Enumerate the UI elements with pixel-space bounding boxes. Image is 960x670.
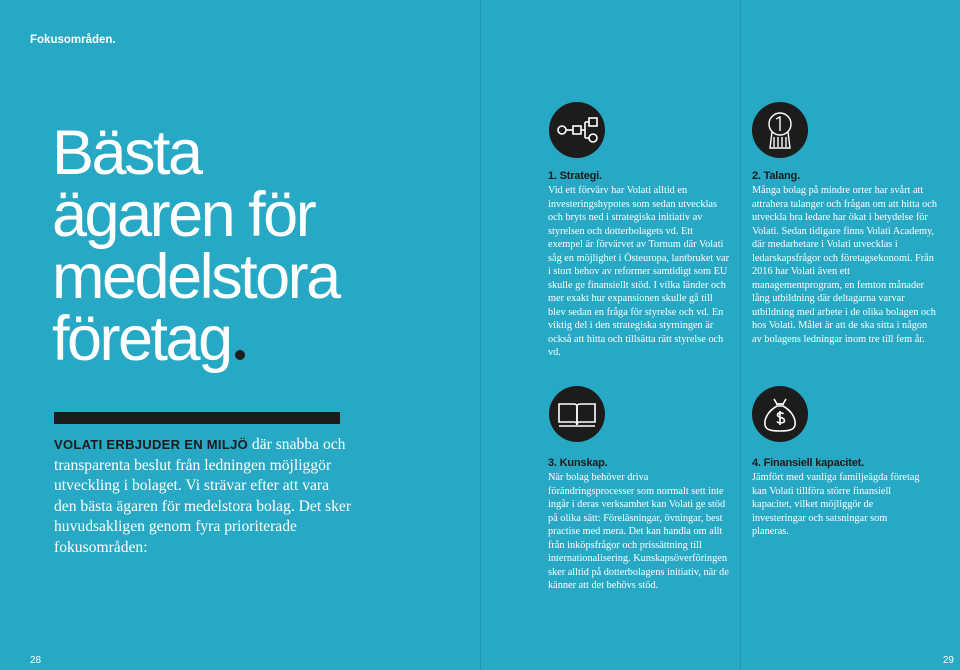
- focus-area-text: När bolag behöver driva förändringsprocesser som normalt sett inte ingår i deras verksamhet kan Volati ge stöd på olika sätt: Föreläsningar, övningar, best practise med mera. Det kan handla om allt från inköpsfrågor och prissättning till internationalisering. Kunskapsöverföringen sker alltid på dotterbolagens initiativ, när de känner att det behövs stöd.: [548, 472, 729, 591]
- intro-paragraph: [54, 435, 354, 558]
- headline-line: Bästa: [52, 118, 201, 188]
- focus-area-title: 1. Strategi.: [548, 170, 602, 182]
- column-rule: [740, 0, 741, 670]
- page-number-left: 28: [30, 655, 42, 666]
- open-book-icon: [549, 386, 605, 442]
- spread-fold: [480, 0, 481, 670]
- section-label: Fokusområden.: [30, 34, 116, 46]
- focus-area-title: 4. Finansiell kapacitet.: [752, 457, 864, 469]
- focus-area-knowledge: [548, 457, 730, 593]
- focus-area-title: 2. Talang.: [752, 170, 800, 182]
- headline-line: ägaren för: [52, 180, 315, 250]
- intro-lead: VOLATI ERBJUDER EN MILJÖ: [54, 437, 249, 452]
- focus-area-talent: [752, 170, 938, 346]
- headline-line-last: företag: [52, 308, 339, 370]
- headline-line: medelstora: [52, 242, 339, 312]
- strategy-flow-icon: [549, 102, 605, 158]
- focus-area-financial: [752, 457, 924, 539]
- divider-bar: [54, 412, 340, 424]
- intro-text: där snabba och transparenta beslut från ledningen möjliggör utveckling i bolaget. Vi strävar efter att vara den bästa ägaren för medelstora bolag. Det sker huvudsakligen genom fyra prioriterade fokusområden:: [54, 436, 352, 556]
- page-number-right: 29: [942, 655, 954, 666]
- focus-area-text: Många bolag på mindre orter har svårt att attrahera talanger och frågan om att hitta och utveckla bra ledare har ökat i betydelse för Volati. Sedan tidigare finns Volati Academy, där medarbetare i Volati utvecklas i ledarskapsfrågor och företagsekonomi. Från 2016 har Volati även ett managementprogram, en femton månader lång utbildning där deltagarna varvar utbildning med arbete i de olika bolagen och hos Volati. Målet är att de ska sitta i någon av bolagens ledningar inom tre till fem år.: [752, 185, 937, 345]
- money-bag-icon: [752, 386, 808, 442]
- focus-area-text: Vid ett förvärv har Volati alltid en investeringshypotes som sedan utvecklas och bryts ned i strategiska initiativ av styrelsen och dotterbolagets vd. Ett exempel är förvärvet av Tornum där Volati såg en möjlighet i Östeuropa, lantbruket var i stort behov av reformer samtidigt som EU skulle ge finansiellt stöd. I vilka länder och mer exakt hur expansionen skulle gå till blev sedan en fråga för styrelse och vd. En viktig del i den strategiska styrningen är också att hitta och tillsätta rätt styrelse och vd.: [548, 185, 730, 358]
- page-headline: [52, 118, 339, 374]
- focus-area-text: Jämfört med vanliga familjeägda företag kan Volati tillföra större finansiell kapacitet, vilket möjliggör de investeringar och satsningar som planeras.: [752, 472, 920, 537]
- focus-area-title: 3. Kunskap.: [548, 457, 608, 469]
- focus-area-strategy: [548, 170, 730, 360]
- headline-dot: [235, 350, 245, 360]
- medal-icon: [752, 102, 808, 158]
